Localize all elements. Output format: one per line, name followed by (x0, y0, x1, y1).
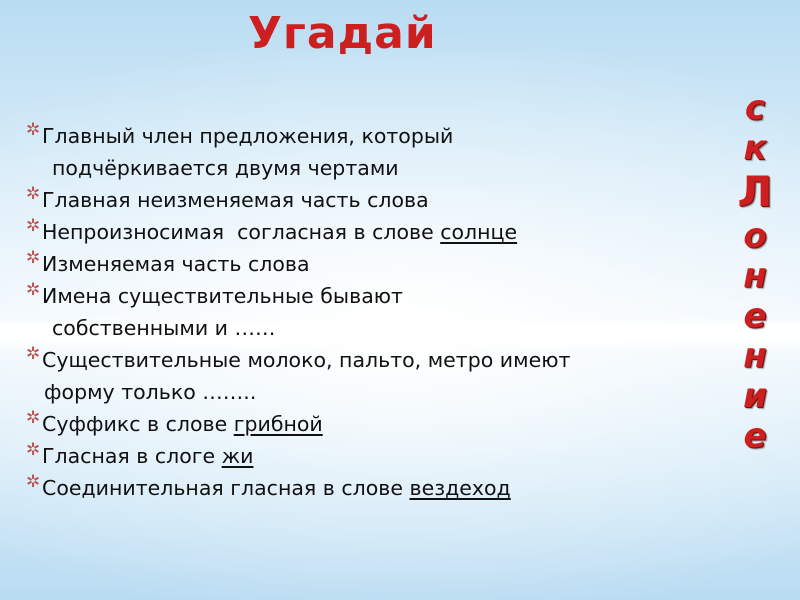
clue-item-9 (26, 472, 716, 504)
clue-text: Главная неизменяемая часть слова (42, 188, 429, 212)
vertical-answer-word (730, 88, 780, 456)
asterisk-bullet-icon: ✲ (26, 120, 41, 140)
answer-letter: е (743, 416, 767, 456)
clue-text-cont: собственными и …… (52, 316, 276, 340)
clue-item-2 (26, 184, 716, 216)
clue-underlined-word: солнце (440, 220, 518, 244)
asterisk-bullet-icon: ✲ (26, 280, 41, 300)
clue-text: Изменяемая часть слова (42, 252, 310, 276)
asterisk-bullet-icon: ✲ (26, 184, 41, 204)
asterisk-bullet-icon: ✲ (26, 408, 41, 428)
clue-underlined-word: вездеход (409, 476, 511, 500)
clue-underlined-word: жи (221, 444, 254, 468)
asterisk-bullet-icon: ✲ (26, 472, 41, 492)
clue-underlined-word: грибной (233, 412, 323, 436)
clue-item-4 (26, 248, 716, 280)
clue-text: Существительные молоко, пальто, метро имеют (42, 348, 571, 372)
clue-text-cont: форму только …….. (44, 380, 257, 404)
clue-text: Суффикс в слове (42, 412, 234, 436)
clue-text: Имена существительные бывают (42, 284, 403, 308)
asterisk-bullet-icon: ✲ (26, 248, 41, 268)
clue-text: Соединительная гласная в слове (42, 476, 410, 500)
answer-letter: к (743, 128, 767, 168)
asterisk-bullet-icon: ✲ (26, 344, 41, 364)
clue-text: Непроизносимая согласная в слове (42, 220, 441, 244)
answer-letter-highlighted: Л (737, 167, 773, 216)
clue-item-5 (26, 280, 716, 344)
slide-title: Угадай (248, 8, 437, 59)
clue-text-cont: подчёркивается двумя чертами (52, 156, 399, 180)
clue-item-3 (26, 216, 716, 248)
clue-item-6 (26, 344, 716, 408)
answer-letter: е (743, 296, 767, 336)
clue-item-1 (26, 120, 716, 184)
clue-item-7 (26, 408, 716, 440)
clue-text: Главный член предложения, который (42, 124, 454, 148)
answer-letter: и (743, 376, 767, 416)
answer-letter: н (743, 256, 767, 296)
clue-item-8 (26, 440, 716, 472)
answer-letter: н (743, 336, 767, 376)
answer-letter: с (744, 88, 766, 128)
answer-letter: о (743, 216, 767, 256)
clue-list (26, 120, 716, 504)
asterisk-bullet-icon: ✲ (26, 440, 41, 460)
clue-text: Гласная в слоге (42, 444, 222, 468)
asterisk-bullet-icon: ✲ (26, 216, 41, 236)
